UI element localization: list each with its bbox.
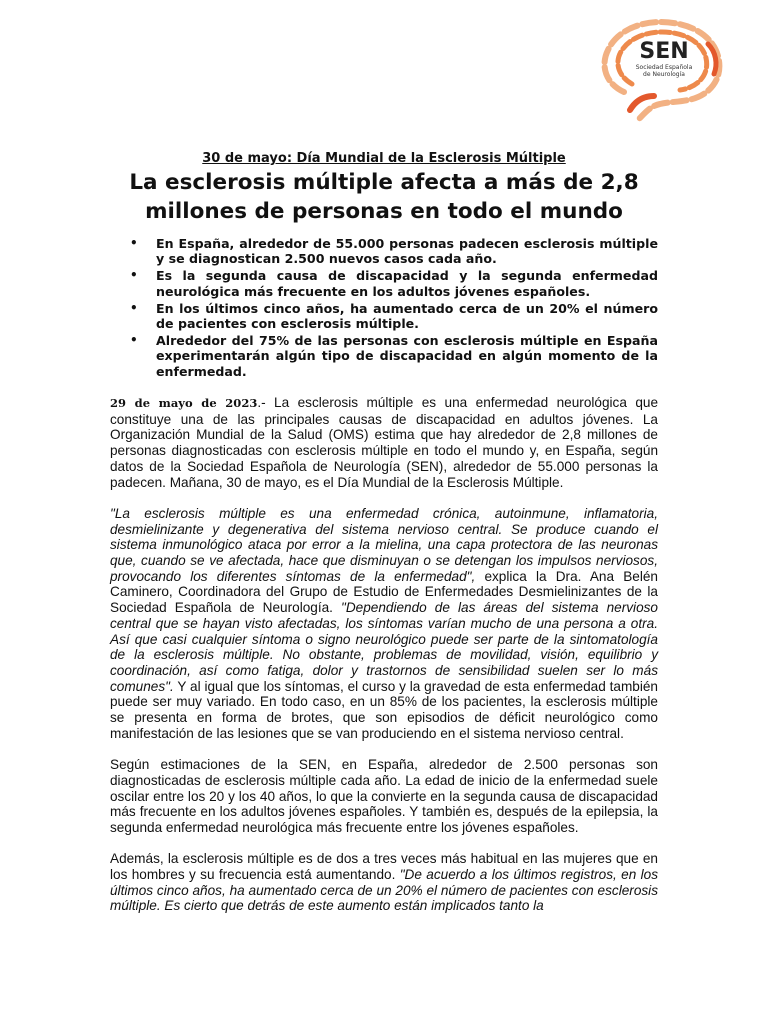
key-point xyxy=(110,333,658,379)
quote-3: "De acuerdo a los últimos registros, en los últimos cinco años, ha aumentado cerca de un 20% el número de pacientes con esclerosis múltiple. Es cierto que detrás de este aumento están implicados tanto la xyxy=(110,867,658,914)
key-points-list xyxy=(110,236,658,381)
paragraph-2-text-1: explica la Dra. Ana Belén Caminero, Coordinadora del Grupo de Estudio de Enfermedades Desmielinizantes de la Sociedad Española de Neurología. xyxy=(110,568,658,616)
bullet-icon: • xyxy=(130,332,138,347)
key-point-text: En los últimos cinco años, ha aumentado cerca de un 20% el número de pacientes con esclerosis múltiple. xyxy=(156,300,658,332)
paragraph-2 xyxy=(110,506,658,742)
dateline: 29 de mayo de 2023 xyxy=(110,396,258,410)
logo-name: SEN xyxy=(639,39,689,64)
paragraph-2-text-2: Y al igual que los síntomas, el curso y la gravedad de esta enfermedad también puede ser muy variado. En todo caso, en un 85% de los pacientes, la esclerosis múltiple se presenta en forma de brotes, que son episodios de déficit neurológico como manifestación de las lesiones que se van produciendo en el sistema nervioso central. xyxy=(110,678,658,741)
key-point xyxy=(110,268,658,299)
main-title-line-2: millones de personas en todo el mundo xyxy=(145,199,623,224)
bullet-icon: • xyxy=(130,268,138,283)
bullet-icon: • xyxy=(130,300,138,315)
paragraph-4 xyxy=(110,851,658,914)
logo-subtitle-1: Sociedad Española xyxy=(635,64,693,71)
quote-2: "Dependiendo de las áreas del sistema nervioso central que se hayan visto afectadas, los síntomas varían mucho de una persona a otra. Así que casi cualquier síntoma o signo neurológico puede ser parte de la sintomatología de la esclerosis múltiple. No obstante, problemas de movilidad, visión, equilibrio y coordinación, así como fatiga, dolor y trastornos de sensibilidad suelen ser lo más comunes". xyxy=(110,600,658,694)
paragraph-4-text: Además, la esclerosis múltiple es de dos a tres veces más habitual en las mujeres que en los hombres y su frecuencia está aumentando. xyxy=(110,851,658,883)
headline-block xyxy=(110,150,658,226)
key-point xyxy=(110,236,658,267)
article-body xyxy=(110,395,658,930)
key-point xyxy=(110,301,658,332)
day-title: 30 de mayo: Día Mundial de la Esclerosis Múltiple xyxy=(202,151,566,166)
paragraph-3: Según estimaciones de la SEN, en España, alrededor de 2.500 personas son diagnosticadas de esclerosis múltiple cada año. La edad de inicio de la enfermedad suele oscilar entre los 20 y los 40 años, lo que la convierte en la segunda causa de discapacidad más frecuente en los adultos jóvenes españoles. Y también es, después de la epilepsia, la segunda enfermedad neurológica más frecuente entre los jóvenes españoles. xyxy=(110,757,658,835)
sen-logo xyxy=(596,14,726,126)
paragraph-1 xyxy=(110,395,658,490)
key-point-text: Alrededor del 75% de las personas con esclerosis múltiple en España experimentarán algún tipo de discapacidad en algún momento de la enfermedad. xyxy=(156,332,658,379)
bullet-icon: • xyxy=(130,236,138,250)
logo-text xyxy=(634,40,694,78)
main-title-line-1: La esclerosis múltiple afecta a más de 2,8 xyxy=(129,170,639,195)
quote-1: "La esclerosis múltiple es una enfermedad crónica, autoinmune, inflamatoria, desmielinizante y degenerativa del sistema nervioso central. Se produce cuando el sistema inmunológico ataca por error a la mielina, una capa protectora de las neuronas que, cuando se ve afectada, hace que disminuyan o se detengan los impulsos nerviosos, provocando los diferentes síntomas de la enfermedad", xyxy=(110,505,658,584)
key-point-text: Es la segunda causa de discapacidad y la segunda enfermedad neurológica más frecuente en los adultos jóvenes españoles. xyxy=(156,268,658,299)
key-point-text: En España, alrededor de 55.000 personas padecen esclerosis múltiple y se diagnostican 2.500 nuevos casos cada año. xyxy=(156,236,658,267)
logo-subtitle-2: de Neurología xyxy=(643,71,685,78)
paragraph-1-text: .- La esclerosis múltiple es una enfermedad neurológica que constituye una de las principales causas de discapacidad en adultos jóvenes. La Organización Mundial de la Salud (OMS) estima que hay alrededor de 2,8 millones de personas diagnosticadas con esclerosis múltiple en todo el mundo y, en España, según datos de la Sociedad Española de Neurología (SEN), alrededor de 55.000 personas la padecen. Mañana, 30 de mayo, es el Día Mundial de la Esclerosis Múltiple. xyxy=(110,395,659,490)
